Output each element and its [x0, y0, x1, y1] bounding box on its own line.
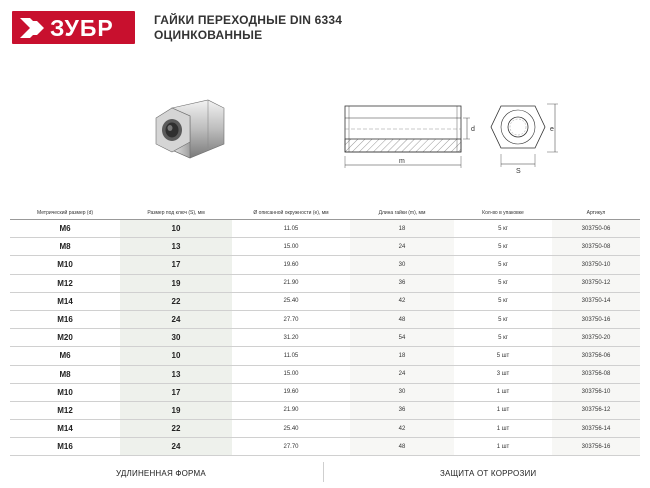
cell-article: 303750-12 — [552, 274, 640, 292]
header-nut-length: Длина гайки (m), мм — [350, 206, 454, 220]
brand-logo — [12, 11, 135, 44]
cell-wrench-size: 30 — [120, 329, 232, 347]
cell-pack-quantity: 5 шт — [454, 347, 552, 365]
cell-nut-length: 24 — [350, 238, 454, 256]
table-row — [10, 401, 640, 419]
dim-label-e: e — [550, 126, 554, 133]
cell-wrench-size: 13 — [120, 365, 232, 383]
cell-nut-length: 30 — [350, 383, 454, 401]
cell-nut-length: 48 — [350, 310, 454, 328]
table-row — [10, 438, 640, 456]
cell-circle-diameter: 25.40 — [232, 420, 350, 438]
cell-circle-diameter: 27.70 — [232, 310, 350, 328]
cell-pack-quantity: 5 кг — [454, 292, 552, 310]
feature-elongated-form: УДЛИНЕННАЯ ФОРМА — [116, 469, 206, 478]
cell-metric-size: М8 — [10, 238, 120, 256]
cell-wrench-size: 24 — [120, 438, 232, 456]
cell-pack-quantity: 5 кг — [454, 256, 552, 274]
cell-article: 303756-06 — [552, 347, 640, 365]
cell-pack-quantity: 5 кг — [454, 329, 552, 347]
cell-metric-size: М12 — [10, 401, 120, 419]
cell-nut-length: 42 — [350, 420, 454, 438]
dim-label-m: m — [399, 158, 405, 165]
dim-label-s: S — [516, 168, 521, 175]
cell-circle-diameter: 25.40 — [232, 292, 350, 310]
table-row — [10, 238, 640, 256]
cell-metric-size: М8 — [10, 365, 120, 383]
header-metric-size: Метрический размер (d) — [10, 206, 120, 220]
cell-circle-diameter: 15.00 — [232, 238, 350, 256]
cell-metric-size: М14 — [10, 420, 120, 438]
table-row — [10, 274, 640, 292]
front-view-drawing — [485, 96, 565, 176]
cell-wrench-size: 17 — [120, 256, 232, 274]
cell-circle-diameter: 19.60 — [232, 256, 350, 274]
cell-pack-quantity: 5 кг — [454, 238, 552, 256]
table-row — [10, 310, 640, 328]
cell-wrench-size: 10 — [120, 220, 232, 238]
header-circle-diameter: Ø описанной окружности (e), мм — [232, 206, 350, 220]
cell-article: 303750-16 — [552, 310, 640, 328]
cell-wrench-size: 22 — [120, 292, 232, 310]
dim-label-d: d — [471, 126, 475, 133]
cell-pack-quantity: 3 шт — [454, 365, 552, 383]
cell-circle-diameter: 21.90 — [232, 274, 350, 292]
cell-article: 303750-08 — [552, 238, 640, 256]
cell-pack-quantity: 1 шт — [454, 401, 552, 419]
logo-arrow-icon — [20, 18, 48, 38]
cell-article: 303756-12 — [552, 401, 640, 419]
cell-nut-length: 36 — [350, 401, 454, 419]
table-row — [10, 420, 640, 438]
table-row — [10, 292, 640, 310]
hex-nut-photo — [150, 98, 230, 168]
title-line-2: ОЦИНКОВАННЫЕ — [154, 28, 263, 42]
cell-nut-length: 30 — [350, 256, 454, 274]
cell-wrench-size: 17 — [120, 383, 232, 401]
cell-nut-length: 18 — [350, 220, 454, 238]
cell-nut-length: 24 — [350, 365, 454, 383]
cell-nut-length: 42 — [350, 292, 454, 310]
cell-article: 303750-20 — [552, 329, 640, 347]
cell-circle-diameter: 27.70 — [232, 438, 350, 456]
specifications-table — [10, 206, 640, 456]
cell-pack-quantity: 1 шт — [454, 438, 552, 456]
cell-article: 303750-06 — [552, 220, 640, 238]
logo-text: ЗУБР — [50, 15, 114, 41]
cell-metric-size: М14 — [10, 292, 120, 310]
cell-metric-size: М6 — [10, 347, 120, 365]
cell-article: 303756-14 — [552, 420, 640, 438]
cell-article: 303756-08 — [552, 365, 640, 383]
table-row — [10, 220, 640, 238]
cell-pack-quantity: 1 шт — [454, 420, 552, 438]
table-row — [10, 365, 640, 383]
title-line-1: ГАЙКИ ПЕРЕХОДНЫЕ DIN 6334 — [154, 13, 343, 27]
table-row — [10, 329, 640, 347]
cell-circle-diameter: 19.60 — [232, 383, 350, 401]
table-row — [10, 347, 640, 365]
cell-metric-size: М16 — [10, 310, 120, 328]
cell-article: 303756-16 — [552, 438, 640, 456]
header-pack-quantity: Кол-во в упаковке — [454, 206, 552, 220]
side-view-drawing — [335, 98, 485, 178]
cell-article: 303750-10 — [552, 256, 640, 274]
cell-metric-size: М6 — [10, 220, 120, 238]
cell-circle-diameter: 31.20 — [232, 329, 350, 347]
cell-circle-diameter: 15.00 — [232, 365, 350, 383]
page-title — [154, 13, 342, 43]
cell-wrench-size: 13 — [120, 238, 232, 256]
cell-metric-size: М16 — [10, 438, 120, 456]
cell-metric-size: М10 — [10, 256, 120, 274]
cell-pack-quantity: 5 кг — [454, 274, 552, 292]
table-row — [10, 383, 640, 401]
cell-wrench-size: 22 — [120, 420, 232, 438]
feature-corrosion-protection: ЗАЩИТА ОТ КОРРОЗИИ — [440, 469, 537, 478]
cell-nut-length: 48 — [350, 438, 454, 456]
cell-nut-length: 36 — [350, 274, 454, 292]
cell-article: 303756-10 — [552, 383, 640, 401]
cell-circle-diameter: 11.05 — [232, 347, 350, 365]
cell-circle-diameter: 21.90 — [232, 401, 350, 419]
cell-nut-length: 18 — [350, 347, 454, 365]
header-wrench-size: Размер под ключ (S), мм — [120, 206, 232, 220]
cell-metric-size: М10 — [10, 383, 120, 401]
header-article: Артикул — [552, 206, 640, 220]
cell-article: 303750-14 — [552, 292, 640, 310]
cell-pack-quantity: 5 кг — [454, 220, 552, 238]
cell-metric-size: М12 — [10, 274, 120, 292]
table-body — [10, 220, 640, 456]
cell-wrench-size: 19 — [120, 274, 232, 292]
cell-pack-quantity: 5 кг — [454, 310, 552, 328]
table-row — [10, 256, 640, 274]
cell-pack-quantity: 1 шт — [454, 383, 552, 401]
footer-divider — [323, 462, 324, 482]
cell-circle-diameter: 11.05 — [232, 220, 350, 238]
cell-nut-length: 54 — [350, 329, 454, 347]
cell-metric-size: М20 — [10, 329, 120, 347]
cell-wrench-size: 10 — [120, 347, 232, 365]
cell-wrench-size: 24 — [120, 310, 232, 328]
cell-wrench-size: 19 — [120, 401, 232, 419]
table-header-row — [10, 206, 640, 220]
